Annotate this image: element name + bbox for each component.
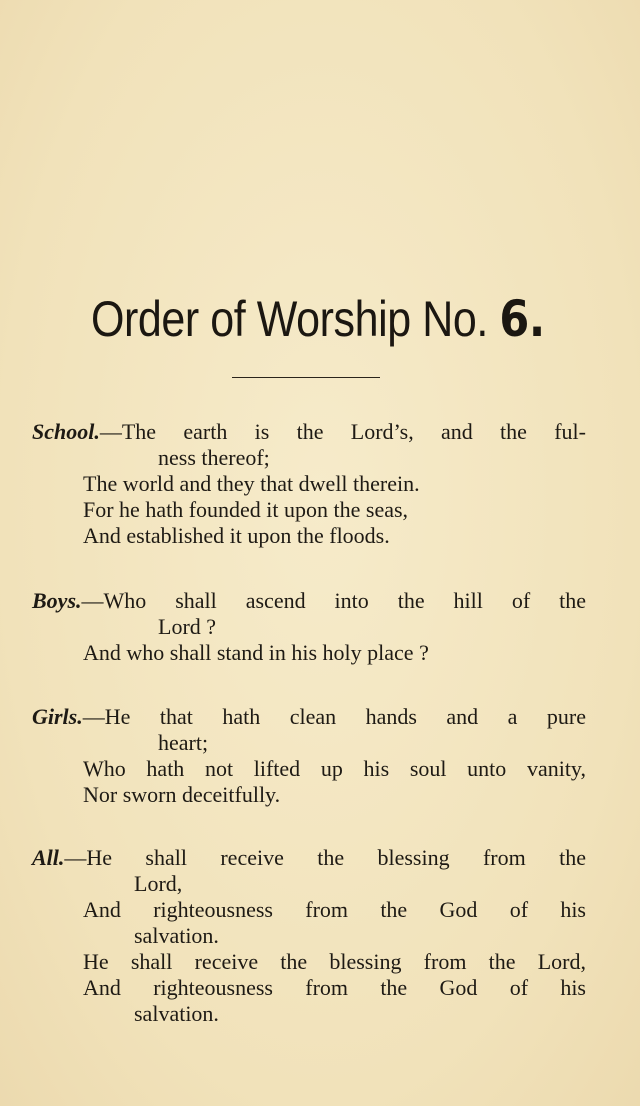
all-line-1: [32, 845, 586, 871]
all-line-2: Lord,: [134, 871, 183, 896]
title-number: 6.: [499, 290, 545, 348]
all-line-6: And righteousness from the God of his: [83, 975, 586, 1000]
title-divider: [232, 377, 380, 378]
all-line-5: He shall receive the blessing from the Lord,: [83, 949, 586, 974]
girls-text-1: —He that hath clean hands and a pure: [82, 704, 586, 729]
page-title: [43, 290, 593, 348]
boys-text-1: —Who shall ascend into the hill of the: [81, 588, 586, 613]
girls-line-1: [32, 704, 586, 730]
all-text-1: —He shall receive the blessing from the: [64, 845, 586, 870]
girls-line-2: heart;: [158, 730, 209, 755]
girls-line-3: Who hath not lifted up his soul unto vanity,: [83, 756, 586, 781]
all-line-3: And righteousness from the God of his: [83, 897, 586, 922]
boys-line-3: And who shall stand in his holy place ?: [83, 640, 429, 665]
school-line-2: ness thereof;: [158, 445, 270, 470]
boys-line-1: [32, 588, 586, 614]
boys-line-2: Lord ?: [158, 614, 217, 639]
school-line-4: For he hath founded it upon the seas,: [83, 497, 409, 522]
speaker-boys: Boys.: [32, 588, 82, 613]
school-line-5: And established it upon the floods.: [83, 523, 390, 548]
girls-line-4: Nor sworn deceitfully.: [83, 782, 281, 807]
speaker-all: All.: [32, 845, 65, 870]
speaker-girls: Girls.: [32, 704, 83, 729]
school-line-3: The world and they that dwell therein.: [83, 471, 420, 496]
all-line-7: salvation.: [134, 1001, 219, 1026]
title-text: Order of Worship No.: [90, 291, 488, 347]
all-line-4: salvation.: [134, 923, 219, 948]
school-text-1: —The earth is the Lord’s, and the ful-: [99, 419, 586, 444]
school-line-1: [32, 419, 586, 445]
speaker-school: School.: [32, 419, 100, 444]
